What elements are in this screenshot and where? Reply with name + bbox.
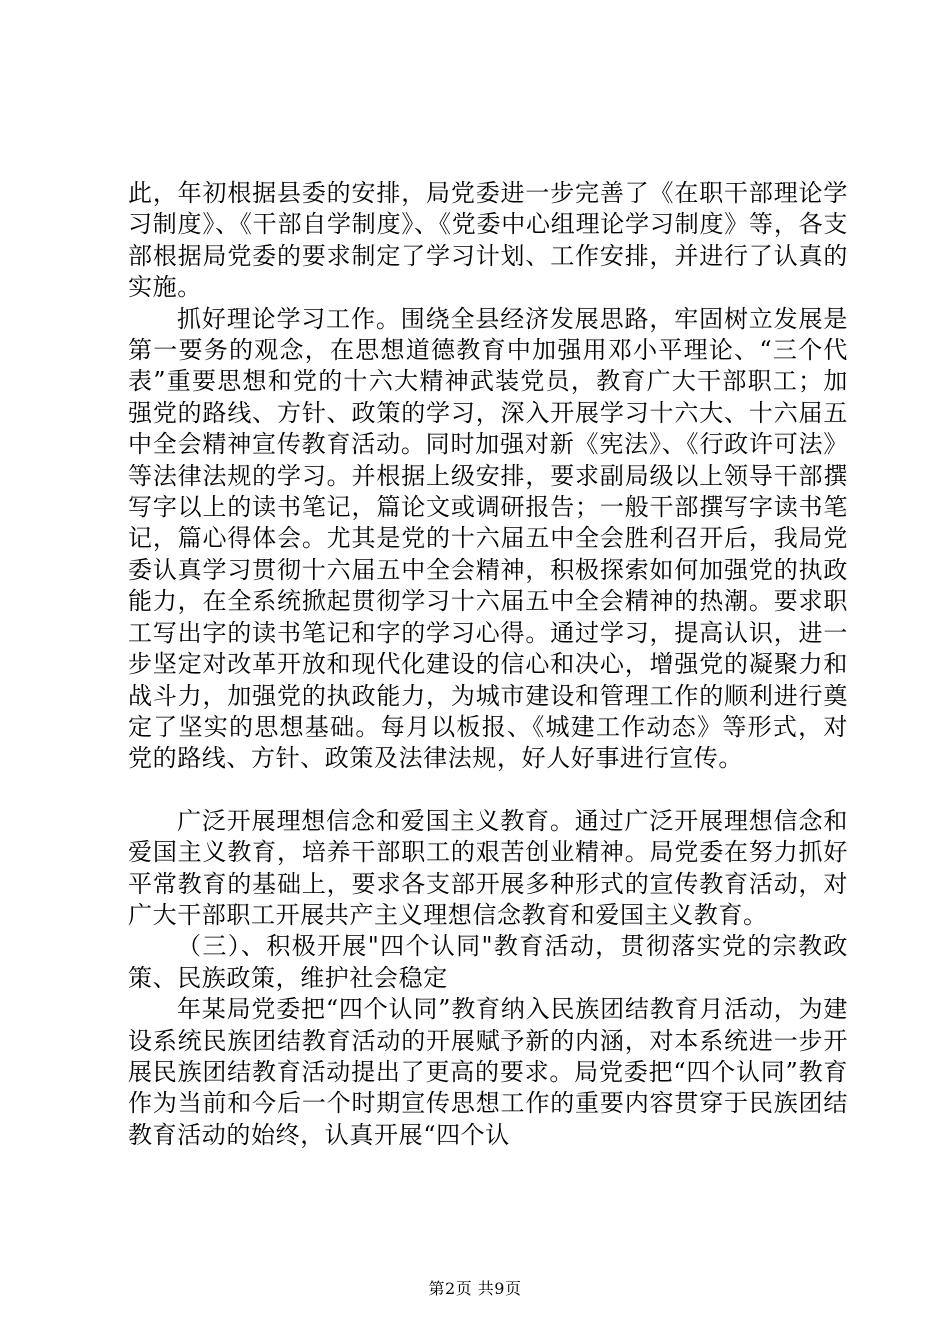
- paragraph-3: 广泛开展理想信念和爱国主义教育。通过广泛开展理想信念和爱国主义教育，培养干部职工的艰苦创业精神。局党委在努力抓好平常教育的基础上，要求各支部开展多种形式的宣传教育活动，对广大干部职工开展共产主义理想信念教育和爱国主义教育。: [128, 806, 848, 929]
- document-body: [128, 178, 848, 1151]
- paragraph-4: 年某局党委把“四个认同”教育纳入民族团结教育月活动，为建设系统民族团结教育活动的开展赋予新的内涵，对本系统进一步开展民族团结教育活动提出了更高的要求。局党委把“四个认同”教育作为当前和今后一个时期宣传思想工作的重要内容贯穿于民族团结教育活动的始终，认真开展“四个认: [128, 995, 848, 1149]
- page-number-label: 第2页 共9页: [428, 1279, 522, 1298]
- section-heading-3: （三）、积极开展"四个认同"教育活动，贯彻落实党的宗教政策、民族政策，维护社会稳定: [128, 932, 848, 992]
- paragraph-1: 此，年初根据县委的安排，局党委进一步完善了《在职干部理论学习制度》、《干部自学制度》、《党委中心组理论学习制度》等，各支部根据局党委的要求制定了学习计划、工作安排，并进行了认真的实施。: [128, 179, 848, 302]
- paragraph-spacer: [128, 775, 848, 806]
- page-footer: [0, 1276, 950, 1299]
- paragraph-2: 抓好理论学习工作。围绕全县经济发展思路，牢固树立发展是第一要务的观念，在思想道德教育中加强用邓小平理论、“三个代表”重要思想和党的十六大精神武装党员，教育广大干部职工；加强党的路线、方针、政策的学习，深入开展学习十六大、十六届五中全会精神宣传教育活动。同时加强对新《宪法》、《行政许可法》等法律法规的学习。并根据上级安排，要求副局级以上领导干部撰写字以上的读书笔记，篇论文或调研报告；一般干部撰写字读书笔记，篇心得体会。尤其是党的十六届五中全会胜利召开后，我局党委认真学习贯彻十六届五中全会精神，积极探索如何加强党的执政能力，在全系统掀起贯彻学习十六届五中全会精神的热潮。要求职工写出字的读书笔记和字的学习心得。通过学习，提高认识，进一步坚定对改革开放和现代化建设的信心和决心，增强党的凝聚力和战斗力，加强党的执政能力，为城市建设和管理工作的顺利进行奠定了坚实的思想基础。每月以板报、《城建工作动态》等形式，对党的路线、方针、政策及法律法规，好人好事进行宣传。: [128, 304, 848, 773]
